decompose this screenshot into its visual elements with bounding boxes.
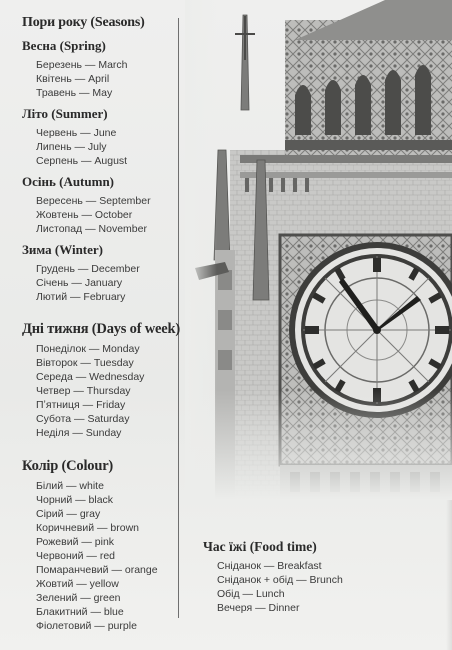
list-item: Вівторок — Tuesday [36,357,134,369]
days-title: Дні тижня (Days of week) [22,321,181,337]
list-item: Фіолетовий — purple [36,620,137,632]
list-item: Сніданок — Breakfast [217,560,322,572]
clock-tower-icon [185,0,452,500]
list-item: Вересень — September [36,195,151,207]
list-item: Червень — June [36,127,117,139]
list-item: Червоний — red [36,550,116,562]
list-item: Помаранчевий — orange [36,564,158,576]
food-time-block [203,539,423,615]
list-item: Коричневий — brown [36,522,140,534]
summer-heading: Літо (Summer) [22,106,108,121]
list-item: Травень — May [36,87,113,99]
seasons-title: Пори року (Seasons) [22,15,145,30]
list-item: Сірий — gray [36,508,101,520]
colour-title: Колір (Colour) [22,458,114,474]
list-item: Квітень — April [36,73,110,85]
list-item: Обід — Lunch [217,588,285,600]
list-item: Липень — July [36,141,107,153]
list-item: Четвер — Thursday [36,385,131,397]
list-item: Жовтий — yellow [36,578,119,590]
list-item: Понеділок — Monday [36,343,140,355]
column-divider [178,18,179,618]
list-item: Пʼятниця — Friday [36,399,126,411]
autumn-heading: Осінь (Autumn) [22,174,115,189]
list-item: Білий — white [36,480,104,492]
list-item: Рожевий — pink [36,536,115,548]
list-item: Серпень — August [36,155,128,167]
list-item: Вечеря — Dinner [217,602,300,614]
vocab-left-column [22,14,181,633]
list-item: Січень — January [36,277,123,289]
list-item: Неділя — Sunday [36,427,122,439]
list-item: Чорний — black [36,494,114,506]
list-item: Жовтень — October [36,209,133,221]
list-item: Субота — Saturday [36,413,130,425]
list-item: Лютий — February [36,291,126,303]
list-item: Грудень — December [36,263,140,275]
list-item: Березень — March [36,59,128,71]
list-item: Зелений — green [36,592,121,604]
list-item: Листопад — November [36,223,147,235]
list-item: Середа — Wednesday [36,371,145,383]
spring-heading: Весна (Spring) [22,38,106,53]
list-item: Блакитний — blue [36,606,124,618]
list-item: Сніданок + обід — Brunch [217,574,343,586]
winter-heading: Зима (Winter) [22,242,104,257]
food-time-title: Час їжі (Food time) [203,539,317,554]
